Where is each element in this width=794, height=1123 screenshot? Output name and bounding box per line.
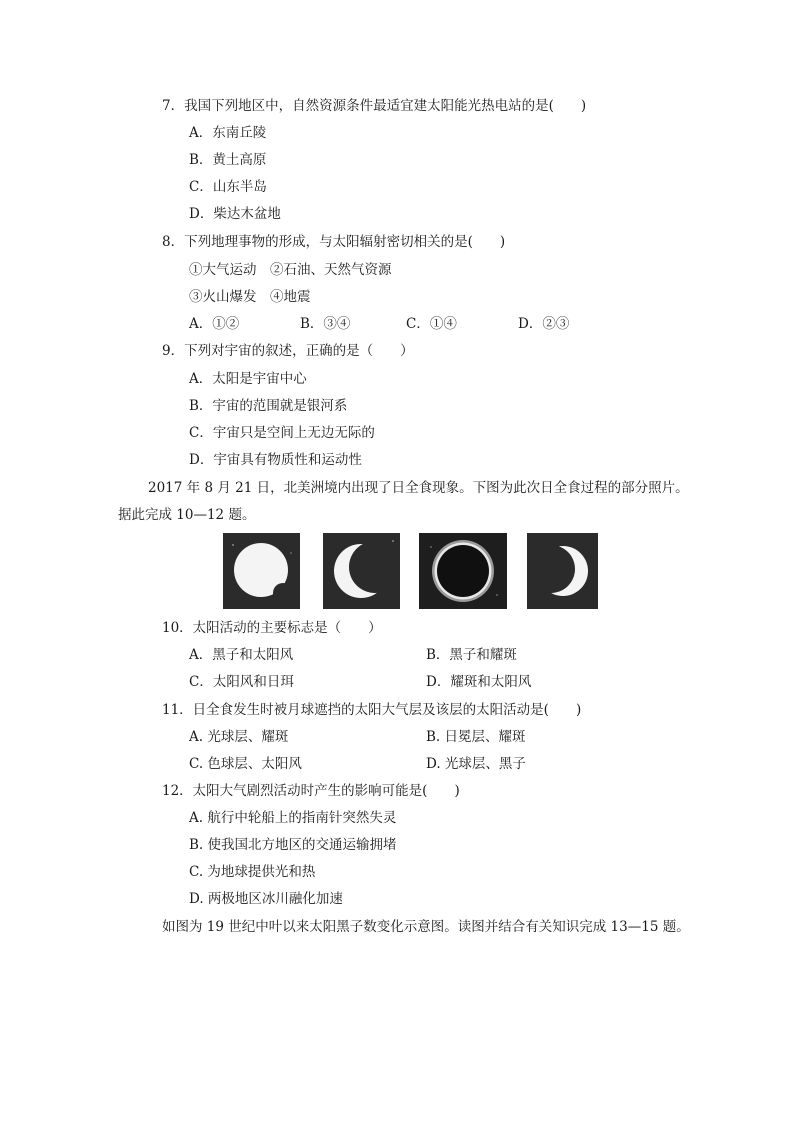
q11-option-a: A. 光球层、耀斑 xyxy=(189,729,289,745)
q9-option-b: B．宇宙的范围就是银河系 xyxy=(189,398,348,414)
passage2-line1: 如图为 19 世纪中叶以来太阳黑子数变化示意图。读图并结合有关知识完成 13—15 题。 xyxy=(162,919,690,935)
eclipse-photo-3 xyxy=(419,533,507,609)
q10-option-d: D．耀斑和太阳风 xyxy=(426,674,532,690)
q7-option-d: D．柴达木盆地 xyxy=(189,206,281,222)
q8-items-line2: ③火山爆发 ④地震 xyxy=(189,289,311,305)
q11-option-c: C. 色球层、太阳风 xyxy=(189,756,302,772)
q11-stem: 11．日全食发生时被月球遮挡的太阳大气层及该层的太阳活动是( ) xyxy=(162,702,582,718)
q9-option-d: D．宇宙具有物质性和运动性 xyxy=(189,452,362,468)
q7-option-c: C．山东半岛 xyxy=(189,179,267,195)
q8-option-a: A．①② xyxy=(189,316,240,332)
q10-option-c: C．太阳风和日珥 xyxy=(189,674,294,690)
q8-items-line1: ①大气运动 ②石油、天然气资源 xyxy=(189,262,392,278)
q12-option-c: C. 为地球提供光和热 xyxy=(189,864,316,880)
q10-option-b: B．黑子和耀斑 xyxy=(426,647,517,663)
eclipse-photo-4 xyxy=(527,533,598,609)
eclipse-photo-2-image xyxy=(323,533,400,609)
passage1-line1: 2017 年 8 月 21 日，北美洲境内出现了日全食现象。下图为此次日全食过程的部分照片。 xyxy=(148,480,689,496)
q10-stem: 10．太阳活动的主要标志是（ ） xyxy=(162,620,382,636)
passage1-line2: 据此完成 10—12 题。 xyxy=(118,507,256,523)
q12-option-a: A. 航行中轮船上的指南针突然失灵 xyxy=(189,810,397,826)
q9-stem: 9．下列对宇宙的叙述，正确的是（ ） xyxy=(162,343,414,359)
q12-option-b: B. 使我国北方地区的交通运输拥堵 xyxy=(189,837,397,853)
eclipse-photo-4-image xyxy=(527,533,598,609)
q9-option-c: C．宇宙只是空间上无边无际的 xyxy=(189,425,375,441)
q9-option-a: A．太阳是宇宙中心 xyxy=(189,371,307,387)
q10-option-a: A．黑子和太阳风 xyxy=(189,647,294,663)
q8-stem: 8．下列地理事物的形成，与太阳辐射密切相关的是( ) xyxy=(162,234,506,250)
q11-option-d: D. 光球层、黑子 xyxy=(426,756,526,772)
q7-stem: 7．我国下列地区中，自然资源条件最适宜建太阳能光热电站的是( ) xyxy=(162,98,587,114)
eclipse-photo-1-image xyxy=(223,533,300,609)
q12-option-d: D. 两极地区冰川融化加速 xyxy=(189,891,343,907)
q12-stem: 12．太阳大气剧烈活动时产生的影响可能是( ) xyxy=(162,783,460,799)
eclipse-photo-3-image xyxy=(419,533,507,609)
q7-option-b: B．黄土高原 xyxy=(189,152,267,168)
eclipse-photo-2 xyxy=(323,533,400,609)
q8-option-d: D．②③ xyxy=(518,316,570,332)
q7-option-a: A．东南丘陵 xyxy=(189,125,267,141)
eclipse-photo-1 xyxy=(223,533,300,609)
q8-option-c: C．①④ xyxy=(406,316,457,332)
eclipse-photos xyxy=(0,533,794,609)
q8-option-b: B．③④ xyxy=(300,316,351,332)
q11-option-b: B. 日冕层、耀斑 xyxy=(426,729,526,745)
